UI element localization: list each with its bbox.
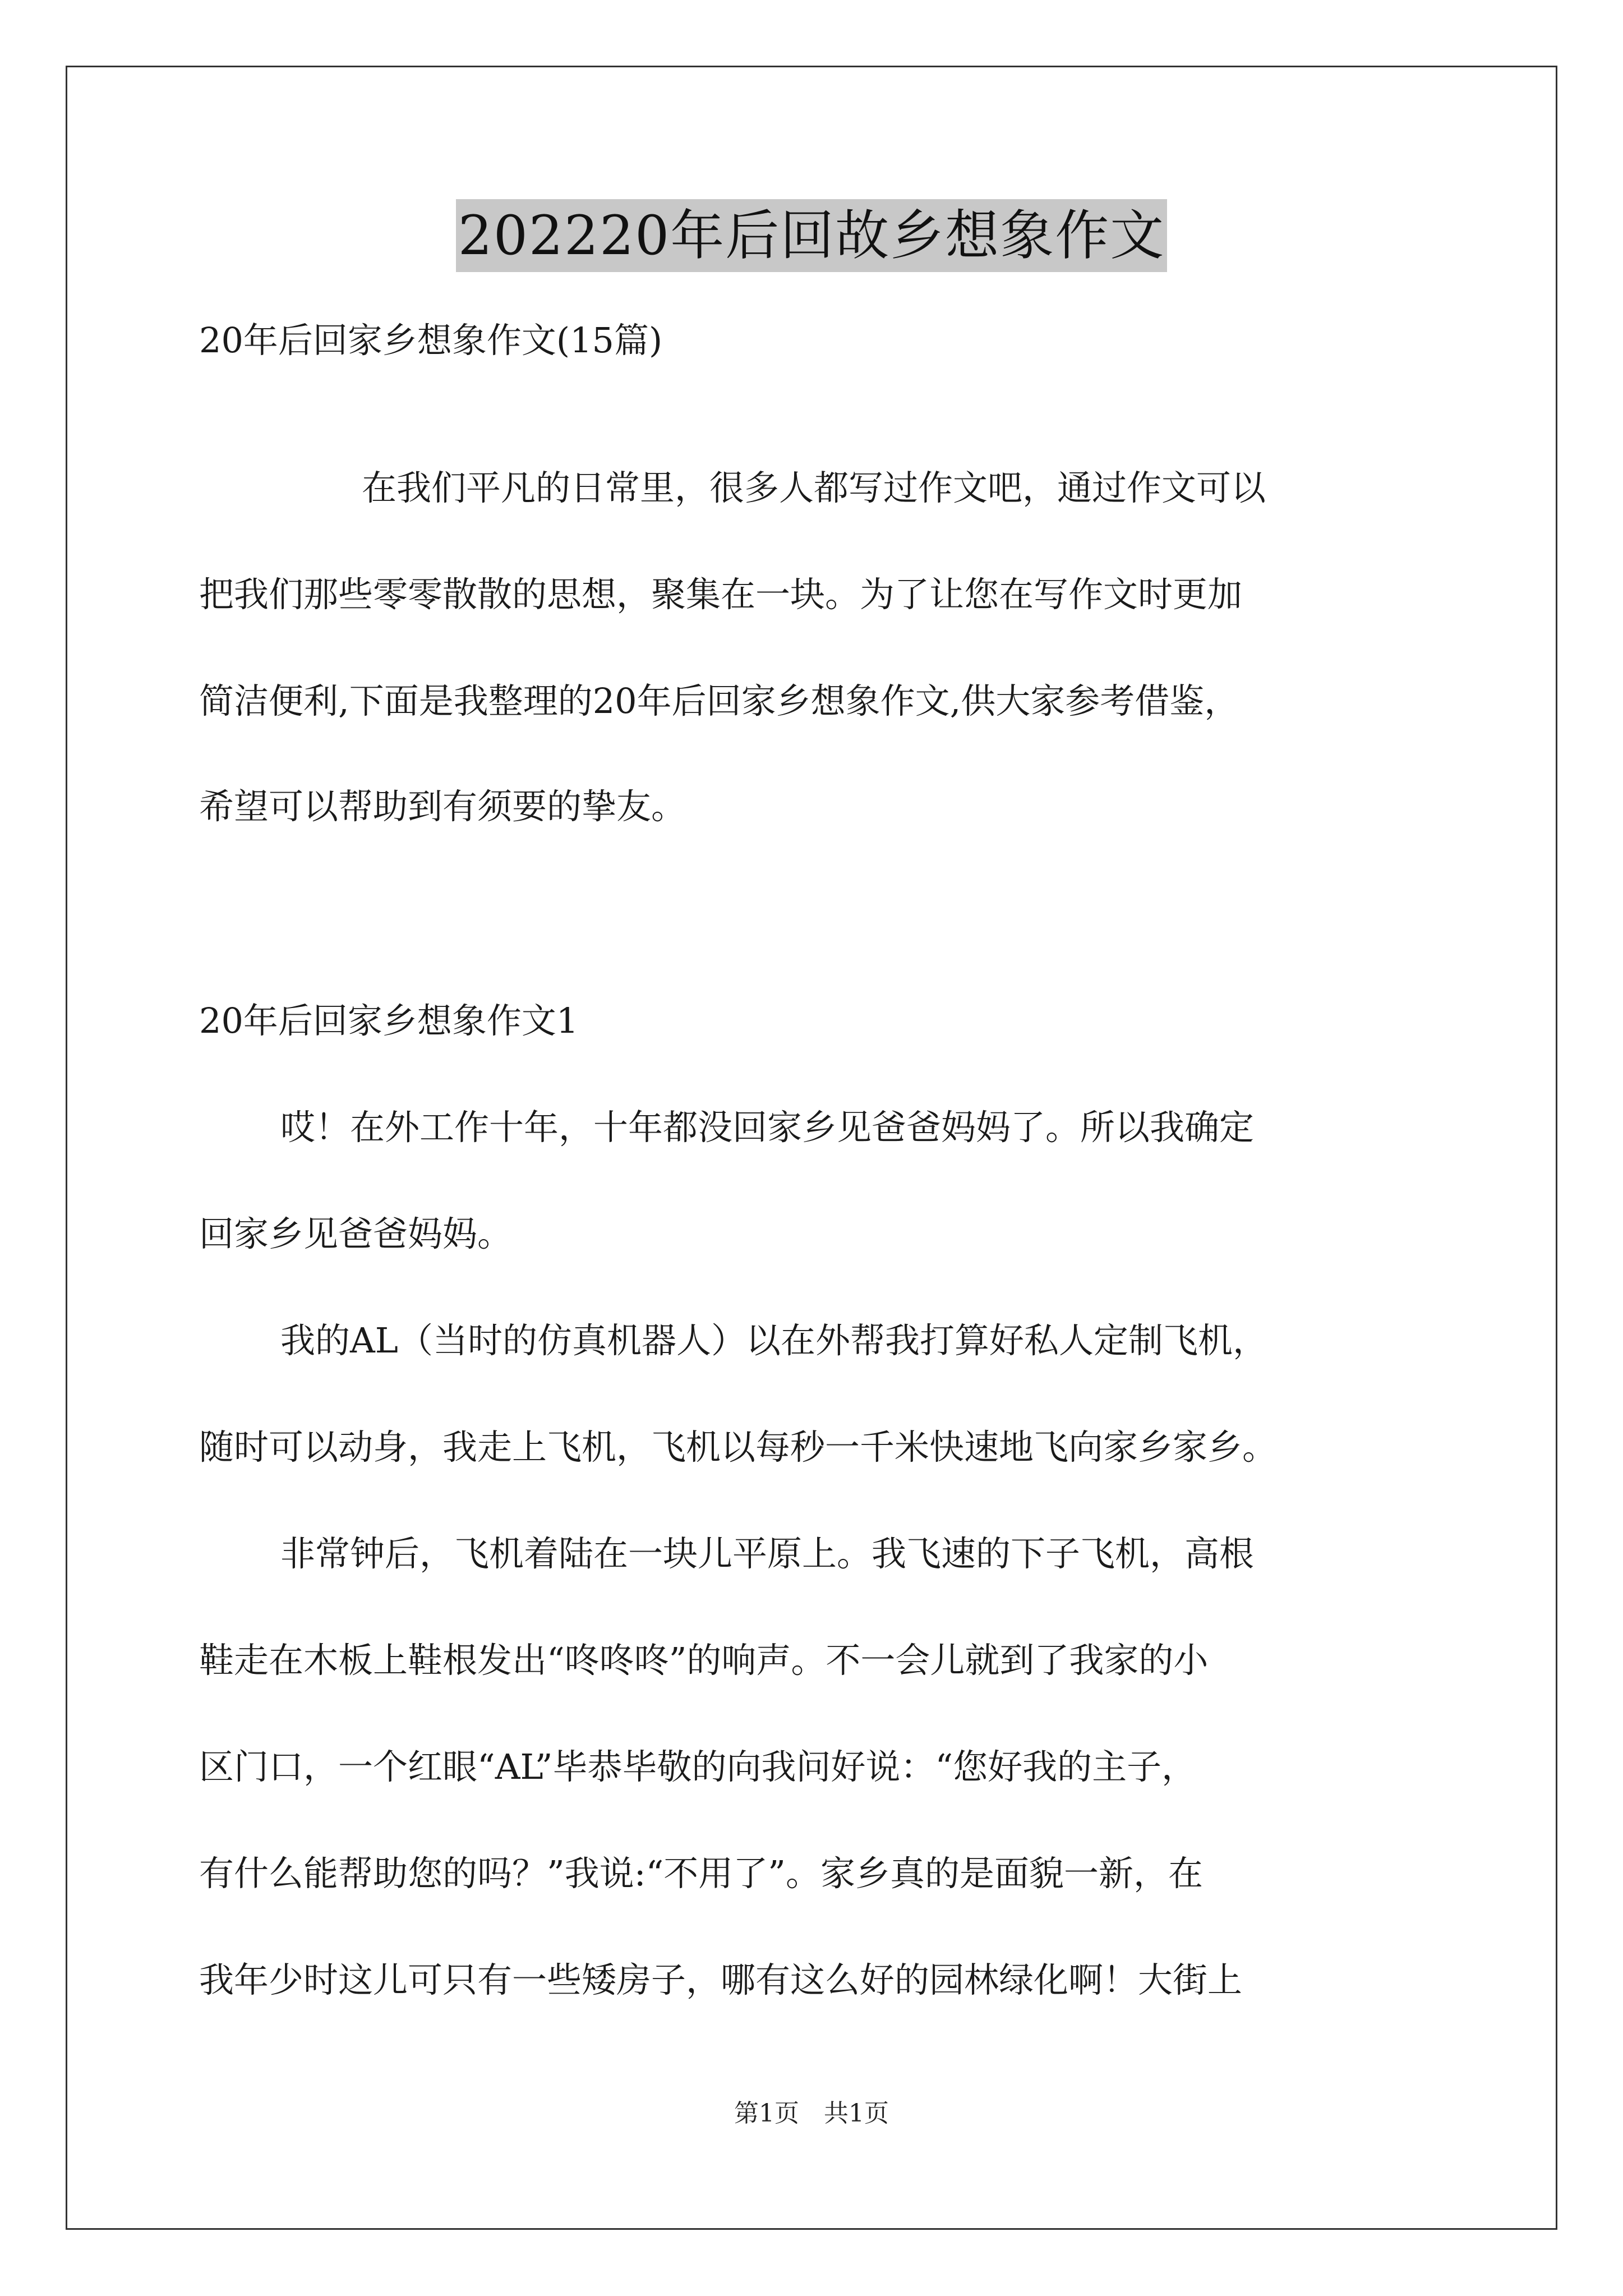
body-line: 哎！在外工作十年，十年都没回家乡见爸爸妈妈了。所以我确定 <box>280 1107 1255 1148</box>
intro-line: 希望可以帮助到有须要的挚友。 <box>199 786 686 827</box>
body-line: 回家乡见爸爸妈妈。 <box>199 1213 513 1254</box>
document-title: 202220年后回故乡想象作文 <box>456 199 1167 272</box>
body-line: 有什么能帮助您的吗？”我说:“不用了”。家乡真的是面貌一新，在 <box>199 1853 1203 1894</box>
title-container <box>0 199 1623 272</box>
section-heading: 20年后回家乡想象作文1 <box>199 1000 579 1041</box>
body-line: 随时可以动身，我走上飞机，飞机以每秒一千米快速地飞向家乡家乡。 <box>199 1427 1278 1467</box>
intro-line: 把我们那些零零散散的思想，聚集在一块。为了让您在写作文时更加 <box>199 574 1243 615</box>
subtitle: 20年后回家乡想象作文(15篇) <box>199 320 663 361</box>
body-line: 区门口，一个红眼“AL”毕恭毕敬的向我问好说：“您好我的主子， <box>199 1746 1197 1787</box>
body-line: 鞋走在木板上鞋根发出“咚咚咚”的响声。不一会儿就到了我家的小 <box>199 1640 1209 1681</box>
intro-line: 简洁便利,下面是我整理的20年后回家乡想象作文,供大家参考借鉴， <box>199 680 1239 721</box>
intro-line: 在我们平凡的日常里，很多人都写过作文吧，通过作文可以 <box>362 467 1266 508</box>
body-line: 我的AL（当时的仿真机器人）以在外帮我打算好私人定制飞机， <box>280 1320 1267 1361</box>
body-line: 非常钟后，飞机着陆在一块儿平原上。我飞速的下子飞机，高根 <box>280 1533 1255 1574</box>
page-number-footer: 第1页 共1页 <box>734 2099 889 2128</box>
body-line: 我年少时这儿可只有一些矮房子，哪有这么好的园林绿化啊！大街上 <box>199 1959 1243 2000</box>
